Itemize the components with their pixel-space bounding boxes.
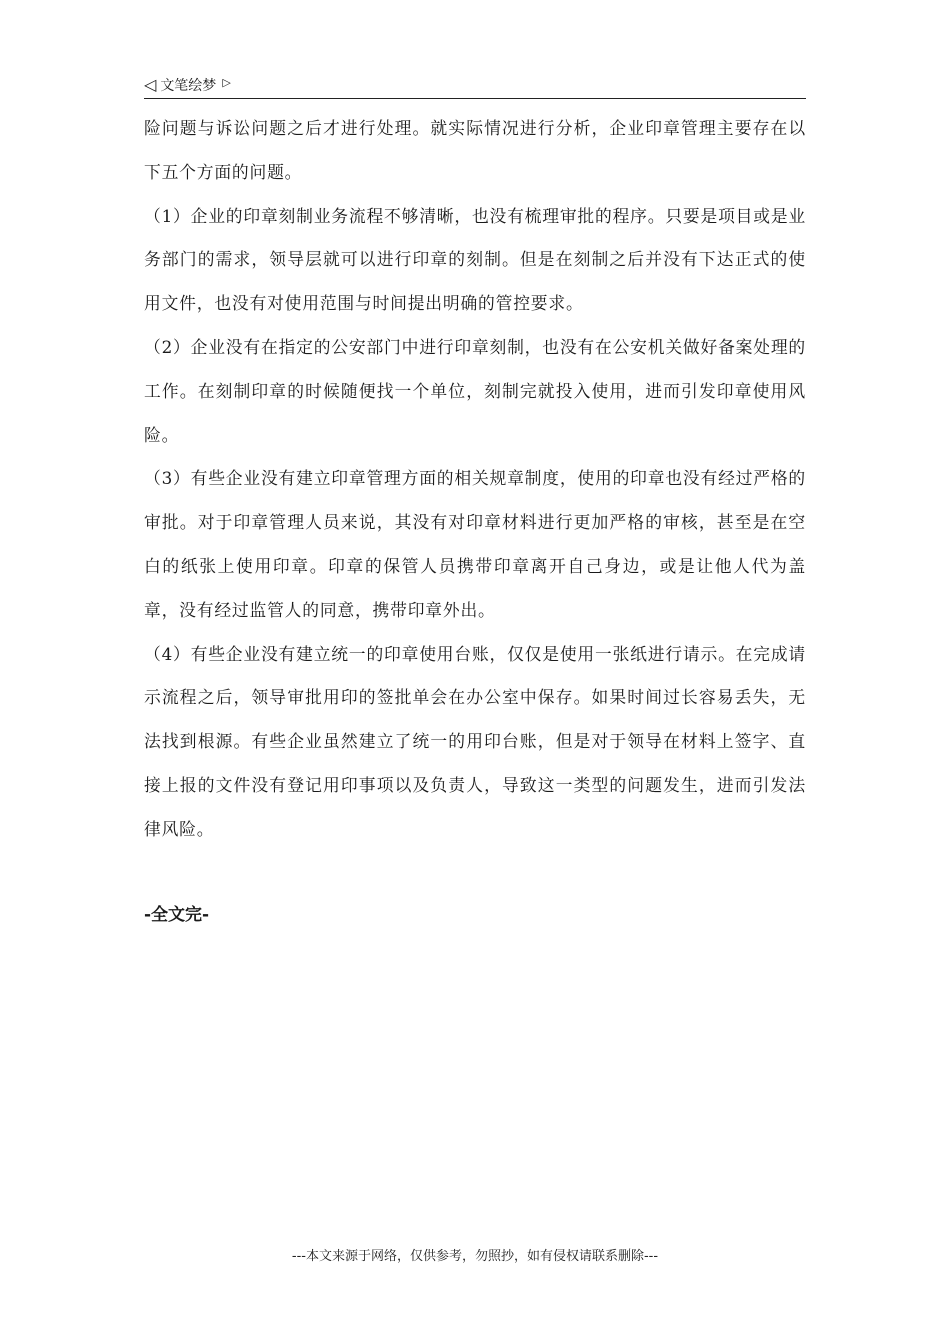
paragraph-issue-3: （3）有些企业没有建立印章管理方面的相关规章制度，使用的印章也没有经过严格的审批。对于印章管理人员来说，其没有对印章材料进行更加严格的审核，甚至是在空白的纸张上使用印章。印章的保管人员携带印章离开自己身边，或是让他人代为盖章，没有经过监管人的同意，携带印章外出。 [144, 468, 806, 620]
paragraph-issue-2: （2）企业没有在指定的公安部门中进行印章刻制，也没有在公安机关做好备案处理的工作。在刻制印章的时候随便找一个单位，刻制完就投入使用，进而引发印章使用风险。 [144, 336, 806, 445]
page-header [144, 72, 806, 99]
paragraph-issue-1: （1）企业的印章刻制业务流程不够清晰，也没有梳理审批的程序。只要是项目或是业务部门的需求，领导层就可以进行印章的刻制。但是在刻制之后并没有下达正式的使用文件，也没有对使用范围与时间提出明确的管控要求。 [144, 205, 806, 314]
paragraph-issue-4: （4）有些企业没有建立统一的印章使用台账，仅仅是使用一张纸进行请示。在完成请示流程之后，领导审批用印的签批单会在办公室中保存。如果时间过长容易丢失，无法找到根源。有些企业虽然建立了统一的用印台账，但是对于领导在材料上签字、直接上报的文件没有登记用印事项以及负责人，导致这一类型的问题发生，进而引发法律风险。 [144, 643, 806, 839]
document-body [144, 107, 806, 852]
paragraph-continuation: 险问题与诉讼问题之后才进行处理。就实际情况进行分析，企业印章管理主要存在以下五个方面的问题。 [144, 118, 806, 182]
triangle-right-icon: ▷ [222, 75, 231, 89]
page-footer-disclaimer: ---本文来源于网络，仅供参考，勿照抄，如有侵权请联系删除--- [291, 1249, 659, 1264]
end-of-document-mark: -全文完- [144, 905, 210, 925]
header-title: 文笔绘梦 [160, 78, 217, 94]
triangle-left-icon: ◁ [144, 75, 157, 94]
